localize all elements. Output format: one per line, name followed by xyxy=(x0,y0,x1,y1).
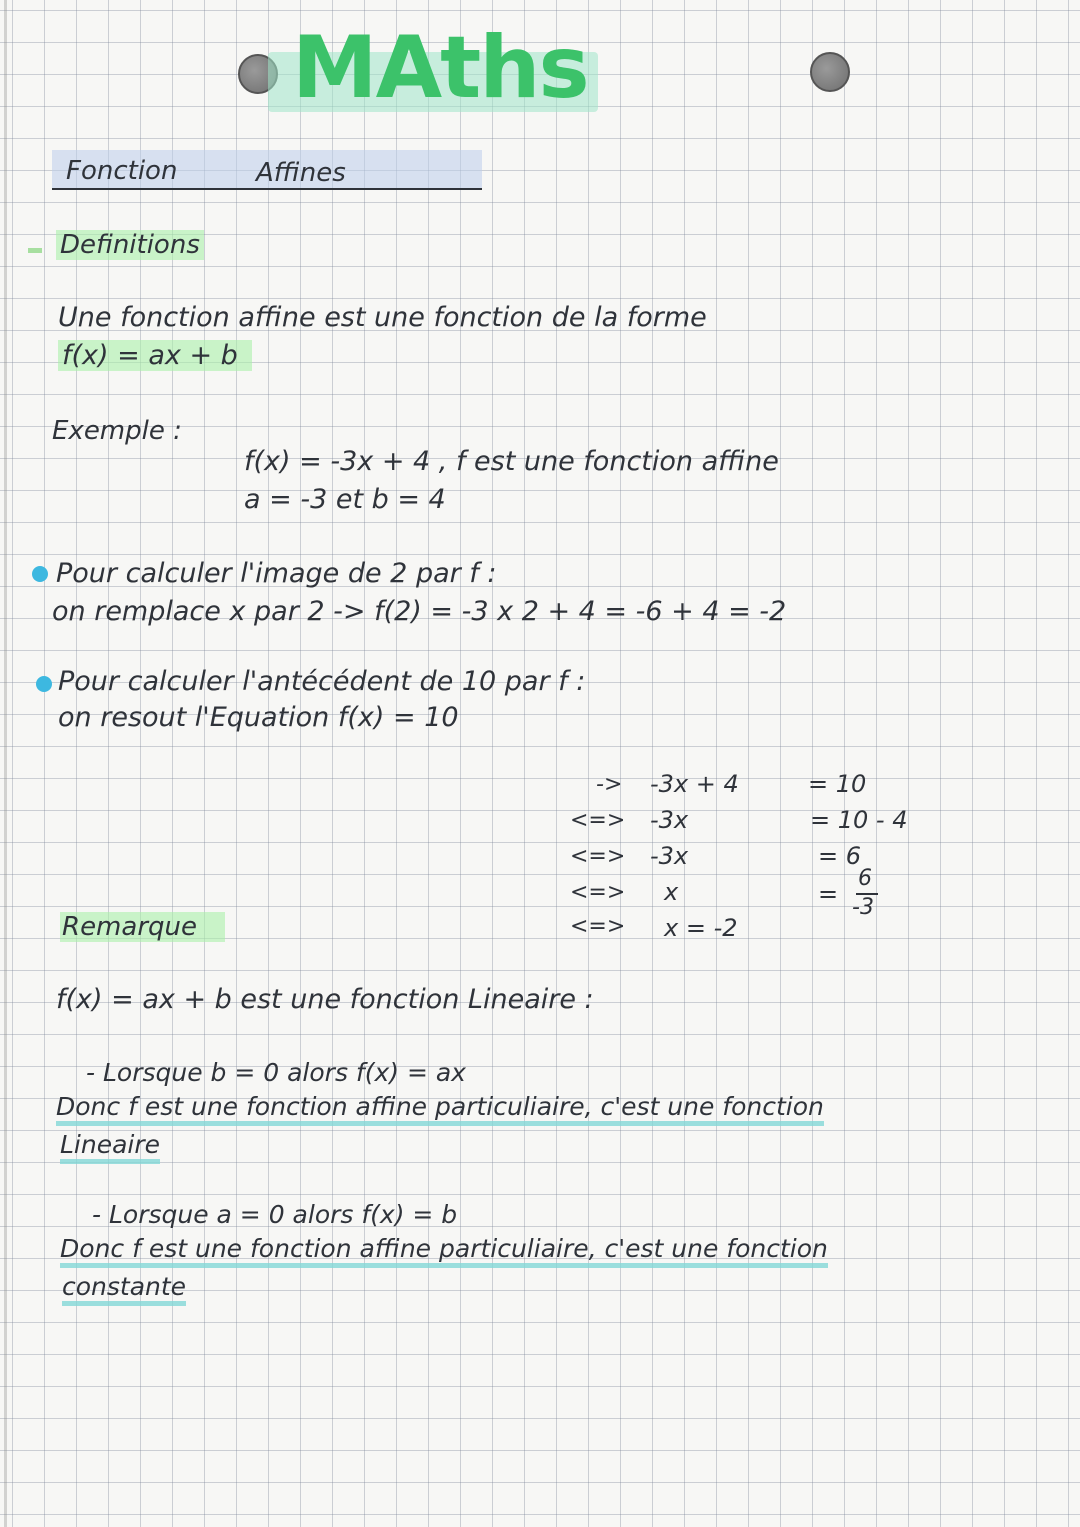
example-line-1: f(x) = -3x + 4 , f est une fonction affine xyxy=(244,446,779,477)
fraction-denominator: -3 xyxy=(852,895,874,920)
image-calc-line-2: on remplace x par 2 -> f(2) = -3 x 2 + 4 = -6 + 4 = -2 xyxy=(52,596,787,627)
antecedent-calc-line-1: Pour calculer l'antécédent de 10 par f : xyxy=(58,666,586,697)
equation-arrow: <=> xyxy=(570,844,626,869)
equation-rhs: = xyxy=(818,880,839,908)
case1-term: Lineaire xyxy=(60,1130,160,1164)
equation-lhs: -3x xyxy=(650,806,689,834)
remarque-label: Remarque xyxy=(60,912,225,942)
definition-formula: f(x) = ax + b xyxy=(58,340,252,371)
bullet xyxy=(32,566,48,582)
equation-arrow: <=> xyxy=(570,880,626,905)
case2-condition: - Lorsque a = 0 alors f(x) = b xyxy=(92,1200,458,1229)
equation-lhs: x = -2 xyxy=(664,914,738,942)
punch-hole-right xyxy=(810,52,850,92)
equation-fraction xyxy=(848,866,882,920)
example-line-2: a = -3 et b = 4 xyxy=(244,484,446,515)
header-left: Fonction xyxy=(66,156,178,186)
equation-arrow: <=> xyxy=(570,914,626,939)
fraction-numerator: 6 xyxy=(858,866,872,891)
case1-condition: - Lorsque b = 0 alors f(x) = ax xyxy=(86,1058,466,1087)
equation-rhs: = 10 xyxy=(808,770,867,798)
equation-lhs: -3x xyxy=(650,842,689,870)
section-heading-definitions: Definitions xyxy=(56,230,204,260)
bullet xyxy=(36,676,52,692)
image-calc-line-1: Pour calculer l'image de 2 par f : xyxy=(56,558,497,589)
definition-text: Une fonction affine est une fonction de la forme xyxy=(58,302,707,333)
equation-rhs: = 6 xyxy=(818,842,862,870)
equation-lhs: x xyxy=(664,878,679,906)
antecedent-calc-line-2: on resout l'Equation f(x) = 10 xyxy=(58,702,459,733)
remarque-intro: f(x) = ax + b est une fonction Lineaire : xyxy=(56,984,594,1015)
section-dash-mark xyxy=(28,248,42,253)
equation-arrow: -> xyxy=(596,772,623,797)
case2-term: constante xyxy=(62,1272,186,1306)
equation-arrow: <=> xyxy=(570,808,626,833)
equation-lhs: -3x + 4 xyxy=(650,770,739,798)
case2-conclusion: Donc f est une fonction affine particuliaire, c'est une fonction xyxy=(60,1234,828,1268)
header-right: Affines xyxy=(256,158,346,188)
case1-conclusion: Donc f est une fonction affine particuliaire, c'est une fonction xyxy=(56,1092,824,1126)
equation-rhs: = 10 - 4 xyxy=(810,806,908,834)
example-label: Exemple : xyxy=(52,416,182,446)
page-title: MAths xyxy=(292,18,588,118)
page-binding-edge xyxy=(4,0,7,1527)
